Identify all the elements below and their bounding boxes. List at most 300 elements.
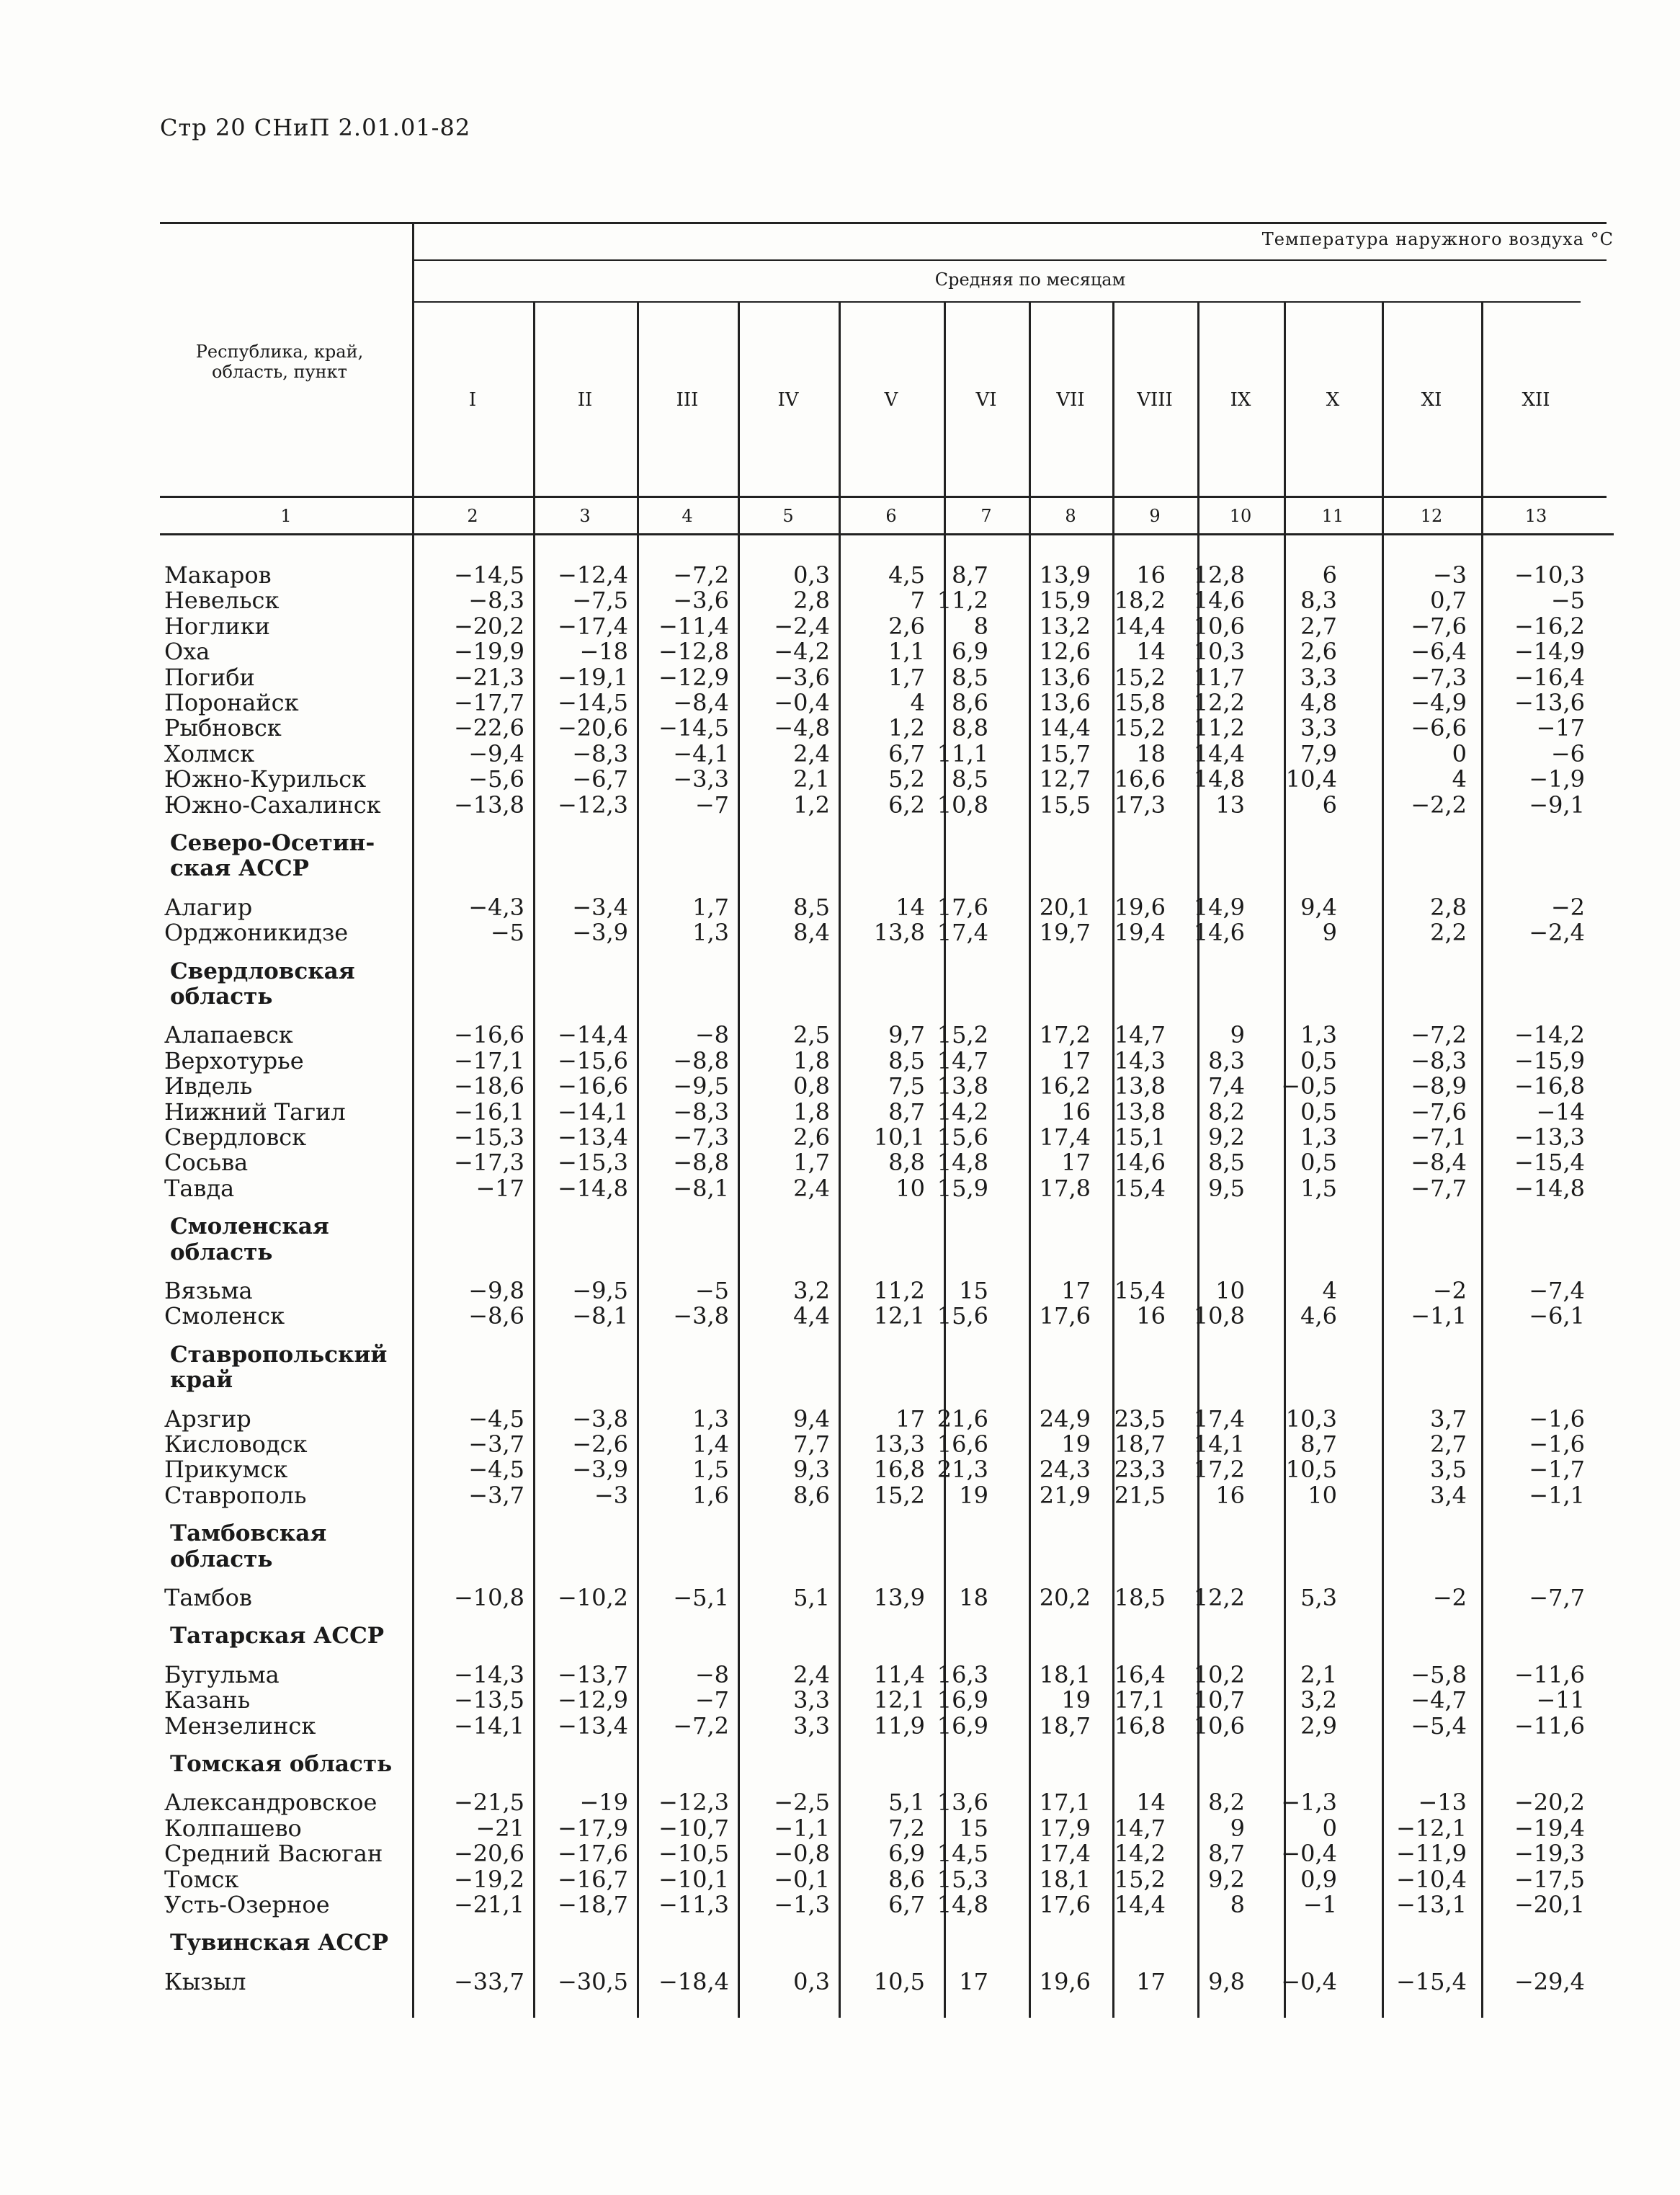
temperature-cell: 2,4 xyxy=(793,1660,830,1688)
temperature-cell: −1,3 xyxy=(774,1891,830,1918)
temperature-cell: 14,9 xyxy=(1193,893,1245,921)
temperature-cell: 18,7 xyxy=(1039,1711,1091,1740)
temperature-cell: −2,5 xyxy=(774,1789,830,1817)
temperature-cell: −20,6 xyxy=(557,714,628,742)
temperature-cell: −8,1 xyxy=(572,1302,628,1330)
region-group-heading: Татарская АССР xyxy=(170,1623,385,1649)
temperature-cell: 1,6 xyxy=(692,1481,729,1509)
temperature-cell: −16,4 xyxy=(1514,663,1585,691)
temperature-cell: 15,2 xyxy=(873,1481,925,1509)
temperature-cell: 1,7 xyxy=(888,663,925,691)
temperature-cell: 23,5 xyxy=(1114,1404,1166,1433)
temperature-cell: 14,5 xyxy=(937,1840,988,1868)
temperature-cell: −8,3 xyxy=(572,739,628,767)
temperature-cell: 14 xyxy=(1136,1789,1166,1817)
temperature-cell: −1,1 xyxy=(774,1814,830,1842)
temperature-cell: 6,7 xyxy=(888,739,925,767)
temperature-cell: 5,2 xyxy=(888,765,925,793)
temperature-cell: −16,7 xyxy=(557,1865,628,1893)
temperature-cell: −11,3 xyxy=(658,1891,729,1918)
temperature-cell: 11,2 xyxy=(873,1277,925,1304)
temperature-cell: 16 xyxy=(1136,1302,1166,1330)
temperature-cell: 14,8 xyxy=(1193,765,1245,793)
temperature-cell: 17,4 xyxy=(1193,1404,1245,1433)
row-label-header: Республика, край, область, пункт xyxy=(195,342,364,382)
temperature-cell: 24,9 xyxy=(1039,1404,1091,1433)
temperature-cell: −8 xyxy=(694,1660,729,1688)
temperature-cell: −15,6 xyxy=(557,1046,628,1074)
temperature-cell: 2,8 xyxy=(793,587,830,615)
temperature-cell: −13,1 xyxy=(1395,1891,1467,1918)
temperature-cell: 8 xyxy=(1230,1891,1245,1918)
temperature-cell: 14,4 xyxy=(1114,1891,1166,1918)
temperature-cell: −2,2 xyxy=(1411,791,1467,819)
column-number: 3 xyxy=(579,506,591,526)
temperature-cell: 3,3 xyxy=(793,1711,830,1740)
temperature-cell: 3,2 xyxy=(793,1277,830,1304)
temperature-cell: −7,2 xyxy=(673,1711,729,1740)
station-name: Свердловск xyxy=(164,1123,307,1151)
month-header: X xyxy=(1326,389,1340,411)
station-name: Александровское xyxy=(164,1789,377,1817)
temperature-cell: −3,6 xyxy=(673,587,729,615)
temperature-cell: 3,4 xyxy=(1430,1481,1467,1509)
temperature-cell: 15,2 xyxy=(1114,714,1166,742)
temperature-cell: 13,6 xyxy=(1039,663,1091,691)
station-name: Погиби xyxy=(164,663,255,691)
temperature-cell: −2 xyxy=(1550,893,1585,921)
temperature-cell: 15,4 xyxy=(1114,1174,1166,1202)
station-name: Орджоникидзе xyxy=(164,919,349,947)
table-row xyxy=(0,1431,1680,1457)
temperature-cell: 10,7 xyxy=(1193,1686,1245,1714)
temperature-cell: −7,2 xyxy=(1411,1021,1467,1049)
temperature-cell: −3,9 xyxy=(572,919,628,947)
temperature-cell: 2,7 xyxy=(1300,612,1337,640)
column-number: 10 xyxy=(1229,506,1252,526)
temperature-cell: 21,6 xyxy=(937,1404,988,1433)
temperature-cell: 1,5 xyxy=(1300,1174,1337,1202)
temperature-cell: 12,2 xyxy=(1193,689,1245,716)
temperature-cell: 1,2 xyxy=(793,791,830,819)
temperature-cell: −20,1 xyxy=(1514,1891,1585,1918)
temperature-cell: −3,6 xyxy=(774,663,830,691)
temperature-cell: 14,4 xyxy=(1039,714,1091,742)
table-row xyxy=(0,587,1680,613)
temperature-cell: −1,1 xyxy=(1529,1481,1585,1509)
temperature-cell: 21,9 xyxy=(1039,1481,1091,1509)
temperature-cell: 13,6 xyxy=(937,1789,988,1817)
temperature-cell: −8,8 xyxy=(673,1046,729,1074)
temperature-cell: −16,8 xyxy=(1514,1072,1585,1100)
table-row xyxy=(0,1815,1680,1841)
temperature-cell: −5 xyxy=(490,919,524,947)
table-row xyxy=(0,1099,1680,1125)
temperature-cell: 8,3 xyxy=(1208,1046,1245,1074)
temperature-cell: −6,7 xyxy=(572,765,628,793)
temperature-cell: −17,1 xyxy=(453,1046,524,1074)
table-row xyxy=(0,1892,1680,1918)
temperature-cell: 15,2 xyxy=(1114,663,1166,691)
temperature-cell: −7,6 xyxy=(1411,612,1467,640)
temperature-cell: −15,9 xyxy=(1514,1046,1585,1074)
temperature-cell: 0,3 xyxy=(793,561,830,589)
table-row xyxy=(0,715,1680,741)
temperature-cell: 4,8 xyxy=(1300,689,1337,716)
temperature-cell: 3,5 xyxy=(1430,1456,1467,1484)
temperature-cell: 8,5 xyxy=(1208,1149,1245,1177)
temperature-cell: −29,4 xyxy=(1514,1967,1585,1995)
temperature-cell: 12,1 xyxy=(873,1686,925,1714)
temperature-cell: 7,9 xyxy=(1300,739,1337,767)
temperature-cell: 16,8 xyxy=(873,1456,925,1484)
column-number: 4 xyxy=(682,506,693,526)
table-row xyxy=(0,664,1680,690)
temperature-cell: 19,6 xyxy=(1114,893,1166,921)
header-bottom-rule xyxy=(160,496,1607,498)
temperature-cell: −4,5 xyxy=(468,1456,524,1484)
temperature-cell: 0,5 xyxy=(1300,1046,1337,1074)
temperature-cell: −7,6 xyxy=(1411,1098,1467,1126)
temperature-cell: 17,4 xyxy=(937,919,988,947)
temperature-cell: 2,6 xyxy=(793,1123,830,1151)
temperature-cell: 0,8 xyxy=(793,1072,830,1100)
temperature-cell: 11,7 xyxy=(1193,663,1245,691)
temperature-cell: −8 xyxy=(694,1021,729,1049)
temperature-cell: −12,4 xyxy=(557,561,628,589)
temperature-cell: −2 xyxy=(1432,1277,1467,1304)
table-row xyxy=(0,1789,1680,1815)
temperature-cell: 4 xyxy=(910,689,925,716)
table-row xyxy=(0,1022,1680,1048)
temperature-cell: 15,3 xyxy=(937,1865,988,1893)
station-name: Ставрополь xyxy=(164,1481,307,1509)
temperature-cell: 8,3 xyxy=(1300,587,1337,615)
temperature-cell: 20,2 xyxy=(1039,1584,1091,1611)
region-group-heading: Ставропольский xyxy=(170,1341,388,1368)
temperature-cell: 18,1 xyxy=(1039,1660,1091,1688)
temperature-cell: 2,6 xyxy=(888,612,925,640)
temperature-cell: −20,6 xyxy=(453,1840,524,1868)
station-name: Тамбов xyxy=(164,1584,252,1611)
temperature-cell: 9,8 xyxy=(1208,1967,1245,1995)
station-name: Смоленск xyxy=(164,1302,285,1330)
temperature-cell: 0,9 xyxy=(1300,1865,1337,1893)
temperature-cell: −16,6 xyxy=(557,1072,628,1100)
temperature-cell: 10,3 xyxy=(1193,638,1245,666)
temperature-cell: 16,6 xyxy=(1114,765,1166,793)
temperature-cell: −11,9 xyxy=(1395,1840,1467,1868)
temperature-cell: 17,6 xyxy=(1039,1891,1091,1918)
temperature-cell: −18,7 xyxy=(557,1891,628,1918)
temperature-cell: 8,6 xyxy=(888,1865,925,1893)
temperature-cell: −4,9 xyxy=(1411,689,1467,716)
temperature-cell: 21,3 xyxy=(937,1456,988,1484)
temperature-cell: 8,4 xyxy=(793,919,830,947)
temperature-cell: 18 xyxy=(1136,739,1166,767)
temperature-cell: 4 xyxy=(1322,1277,1337,1304)
station-name: Алапаевск xyxy=(164,1021,293,1049)
temperature-cell: −0,8 xyxy=(774,1840,830,1868)
temperature-cell: 2,2 xyxy=(1430,919,1467,947)
temperature-cell: 10,5 xyxy=(873,1967,925,1995)
temperature-cell: 9 xyxy=(1322,919,1337,947)
month-header: I xyxy=(468,389,477,411)
temperature-cell: 5,1 xyxy=(793,1584,830,1611)
temperature-cell: −33,7 xyxy=(453,1967,524,1995)
station-name: Сосьва xyxy=(164,1149,249,1177)
temperature-cell: −19,9 xyxy=(453,638,524,666)
temperature-cell: 16 xyxy=(1061,1098,1091,1126)
temperature-cell: 10 xyxy=(1308,1481,1337,1509)
station-name: Алагир xyxy=(164,893,253,921)
temperature-cell: −21,5 xyxy=(453,1789,524,1817)
temperature-cell: −9,8 xyxy=(468,1277,524,1304)
temperature-cell: −7,7 xyxy=(1411,1174,1467,1202)
temperature-cell: 2,6 xyxy=(1300,638,1337,666)
temperature-cell: −16,1 xyxy=(453,1098,524,1126)
table-row xyxy=(0,1713,1680,1739)
colnum-bottom-rule xyxy=(160,533,1614,535)
temperature-cell: 11,1 xyxy=(937,739,988,767)
temperature-cell: 10,2 xyxy=(1193,1660,1245,1688)
table-row xyxy=(0,1482,1680,1508)
temperature-cell: 12,1 xyxy=(873,1302,925,1330)
temperature-cell: 0 xyxy=(1322,1814,1337,1842)
temperature-cell: 8,8 xyxy=(952,714,988,742)
temperature-cell: 17 xyxy=(1136,1967,1166,1995)
month-header: VI xyxy=(975,389,997,411)
temperature-cell: −14,2 xyxy=(1514,1021,1585,1049)
temperature-cell: −1,1 xyxy=(1411,1302,1467,1330)
station-name: Ивдель xyxy=(164,1072,253,1100)
temperature-cell: 2,1 xyxy=(1300,1660,1337,1688)
temperature-cell: 13,2 xyxy=(1039,612,1091,640)
temperature-cell: −20,2 xyxy=(453,612,524,640)
temperature-cell: 8,7 xyxy=(1208,1840,1245,1868)
temperature-cell: 14,6 xyxy=(1114,1149,1166,1177)
temperature-cell: −6,1 xyxy=(1529,1302,1585,1330)
temperature-cell: −2,6 xyxy=(572,1430,628,1458)
temperature-cell: 8,7 xyxy=(952,561,988,589)
station-name: Южно-Сахалинск xyxy=(164,791,381,819)
column-number: 11 xyxy=(1321,506,1344,526)
temperature-cell: −1,6 xyxy=(1529,1404,1585,1433)
temperature-cell: 9 xyxy=(1230,1021,1245,1049)
station-name: Бугульма xyxy=(164,1660,280,1688)
temperature-cell: −7,7 xyxy=(1529,1584,1585,1611)
temperature-cell: −9,4 xyxy=(468,739,524,767)
table-row xyxy=(0,562,1680,588)
temperature-cell: −16,2 xyxy=(1514,612,1585,640)
temperature-cell: −17,7 xyxy=(453,689,524,716)
temperature-cell: −9,5 xyxy=(572,1277,628,1304)
temperature-cell: 4,4 xyxy=(793,1302,830,1330)
temperature-cell: −7,2 xyxy=(673,561,729,589)
temperature-cell: 14,3 xyxy=(1114,1046,1166,1074)
temperature-cell: −0,4 xyxy=(774,689,830,716)
temperature-cell: 0,5 xyxy=(1300,1098,1337,1126)
temperature-cell: −3 xyxy=(594,1481,628,1509)
temperature-cell: 14,7 xyxy=(1114,1814,1166,1842)
temperature-cell: −21,3 xyxy=(453,663,524,691)
temperature-cell: 17,1 xyxy=(1039,1789,1091,1817)
temperature-cell: −3,7 xyxy=(468,1430,524,1458)
temperature-cell: −12,3 xyxy=(658,1789,729,1817)
temperature-cell: −1 xyxy=(1303,1891,1337,1918)
temperature-cell: −22,6 xyxy=(453,714,524,742)
temperature-cell: 18,1 xyxy=(1039,1865,1091,1893)
month-header: IV xyxy=(777,389,799,411)
temperature-cell: 14,8 xyxy=(937,1891,988,1918)
temperature-cell: −7,3 xyxy=(673,1123,729,1151)
temperature-cell: 0 xyxy=(1452,739,1467,767)
table-row xyxy=(0,1124,1680,1150)
temperature-cell: −8,1 xyxy=(673,1174,729,1202)
temperature-cell: −14,4 xyxy=(557,1021,628,1049)
temperature-cell: 7 xyxy=(910,587,925,615)
table-row xyxy=(0,1840,1680,1866)
temperature-cell: −13,7 xyxy=(557,1660,628,1688)
temperature-cell: −2,4 xyxy=(1529,919,1585,947)
temperature-cell: 11,4 xyxy=(873,1660,925,1688)
temperature-cell: 16,3 xyxy=(937,1660,988,1688)
temperature-cell: 17,4 xyxy=(1039,1840,1091,1868)
temperature-cell: −3,3 xyxy=(673,765,729,793)
temperature-cell: 3,3 xyxy=(793,1686,830,1714)
station-name: Средний Васюган xyxy=(164,1840,383,1868)
temperature-cell: −8,4 xyxy=(1411,1149,1467,1177)
temperature-cell: −14 xyxy=(1536,1098,1585,1126)
month-header: V xyxy=(884,389,898,411)
temperature-cell: 16 xyxy=(1215,1481,1245,1509)
temperature-cell: −3 xyxy=(1432,561,1467,589)
temperature-cell: 2,8 xyxy=(1430,893,1467,921)
station-name: Мензелинск xyxy=(164,1711,316,1740)
temperature-cell: 15,6 xyxy=(937,1123,988,1151)
temperature-cell: 4,5 xyxy=(888,561,925,589)
temperature-cell: −4,3 xyxy=(468,893,524,921)
temperature-cell: 17,2 xyxy=(1039,1021,1091,1049)
temperature-cell: −17,5 xyxy=(1514,1865,1585,1893)
temperature-cell: 10,5 xyxy=(1285,1456,1337,1484)
temperature-cell: −5,6 xyxy=(468,765,524,793)
temperature-cell: 13,8 xyxy=(937,1072,988,1100)
temperature-cell: −10,7 xyxy=(658,1814,729,1842)
temperature-cell: −18,6 xyxy=(453,1072,524,1100)
temperature-cell: 7,7 xyxy=(793,1430,830,1458)
column-number: 2 xyxy=(467,506,478,526)
temperature-cell: 16,9 xyxy=(937,1686,988,1714)
temperature-cell: 13,9 xyxy=(1039,561,1091,589)
table-row xyxy=(0,690,1680,716)
temperature-cell: 3,3 xyxy=(1300,714,1337,742)
temperature-cell: −14,9 xyxy=(1514,638,1585,666)
temperature-cell: −11 xyxy=(1536,1686,1585,1714)
temperature-cell: −1,3 xyxy=(1281,1789,1337,1817)
station-name: Арзгир xyxy=(164,1404,251,1433)
temperature-cell: 10 xyxy=(1215,1277,1245,1304)
station-name: Холмск xyxy=(164,739,255,767)
temperature-cell: 1,8 xyxy=(793,1046,830,1074)
temperature-cell: 11,2 xyxy=(1193,714,1245,742)
column-number: 6 xyxy=(885,506,897,526)
temperature-cell: −6,6 xyxy=(1411,714,1467,742)
temperature-cell: 1,7 xyxy=(793,1149,830,1177)
temperature-cell: −0,4 xyxy=(1281,1840,1337,1868)
temperature-cell: 20,1 xyxy=(1039,893,1091,921)
temperature-cell: 4 xyxy=(1452,765,1467,793)
month-header: XII xyxy=(1522,389,1550,411)
temperature-cell: −7 xyxy=(694,791,729,819)
temperature-cell: −17 xyxy=(475,1174,524,1202)
temperature-cell: −5 xyxy=(694,1277,729,1304)
station-name: Казань xyxy=(164,1686,251,1714)
month-header: VII xyxy=(1056,389,1085,411)
temperature-cell: 15,1 xyxy=(1114,1123,1166,1151)
temperature-cell: −7,3 xyxy=(1411,663,1467,691)
station-name: Вязьма xyxy=(164,1277,253,1304)
temperature-cell: 5,1 xyxy=(888,1789,925,1817)
temperature-cell: 8,8 xyxy=(888,1149,925,1177)
temperature-cell: −5,4 xyxy=(1411,1711,1467,1740)
temperature-cell: −17,6 xyxy=(557,1840,628,1868)
temperature-cell: −8,8 xyxy=(673,1149,729,1177)
temperature-cell: 17,2 xyxy=(1193,1456,1245,1484)
temperature-cell: −0,4 xyxy=(1281,1967,1337,1995)
column-number: 9 xyxy=(1149,506,1161,526)
monthly-rule xyxy=(412,301,1581,303)
temperature-cell: −13,4 xyxy=(557,1123,628,1151)
temperature-cell: −4,5 xyxy=(468,1404,524,1433)
table-row xyxy=(0,766,1680,792)
temperature-cell: 10 xyxy=(895,1174,925,1202)
temperature-cell: −3,4 xyxy=(572,893,628,921)
table-row xyxy=(0,792,1680,818)
temperature-cell: 17 xyxy=(959,1967,988,1995)
temperature-cell: 13,6 xyxy=(1039,689,1091,716)
temperature-cell: −12,9 xyxy=(557,1686,628,1714)
temperature-cell: 15 xyxy=(959,1277,988,1304)
temperature-cell: −17,9 xyxy=(557,1814,628,1842)
station-name: Оха xyxy=(164,638,210,666)
region-group-heading: Северо-Осетин- xyxy=(170,830,375,856)
temperature-cell: −12,8 xyxy=(658,638,729,666)
temperature-cell: 2,4 xyxy=(793,739,830,767)
temperature-cell: −5 xyxy=(1550,587,1585,615)
temperature-cell: −4,1 xyxy=(673,739,729,767)
station-name: Прикумск xyxy=(164,1456,288,1484)
temperature-cell: 7,4 xyxy=(1208,1072,1245,1100)
temperature-cell: 2,5 xyxy=(793,1021,830,1049)
temperature-cell: −14,5 xyxy=(658,714,729,742)
temperature-cell: −13,4 xyxy=(557,1711,628,1740)
temperature-cell: 15 xyxy=(959,1814,988,1842)
temperature-cell: 17 xyxy=(1061,1149,1091,1177)
region-group-heading: область xyxy=(170,984,273,1010)
temperature-cell: −10,2 xyxy=(557,1584,628,1611)
temperature-cell: 10,8 xyxy=(1193,1302,1245,1330)
table-row xyxy=(0,1969,1680,1995)
temperature-cell: 14,1 xyxy=(1193,1430,1245,1458)
temperature-cell: −6 xyxy=(1550,739,1585,767)
temperature-cell: −15,4 xyxy=(1514,1149,1585,1177)
temperature-cell: 8,6 xyxy=(793,1481,830,1509)
page-header: Стр 20 СНиП 2.01.01-82 xyxy=(160,114,471,141)
temperature-cell: 8,5 xyxy=(888,1046,925,1074)
temperature-cell: 15,9 xyxy=(1039,587,1091,615)
temperature-cell: 2,4 xyxy=(793,1174,830,1202)
